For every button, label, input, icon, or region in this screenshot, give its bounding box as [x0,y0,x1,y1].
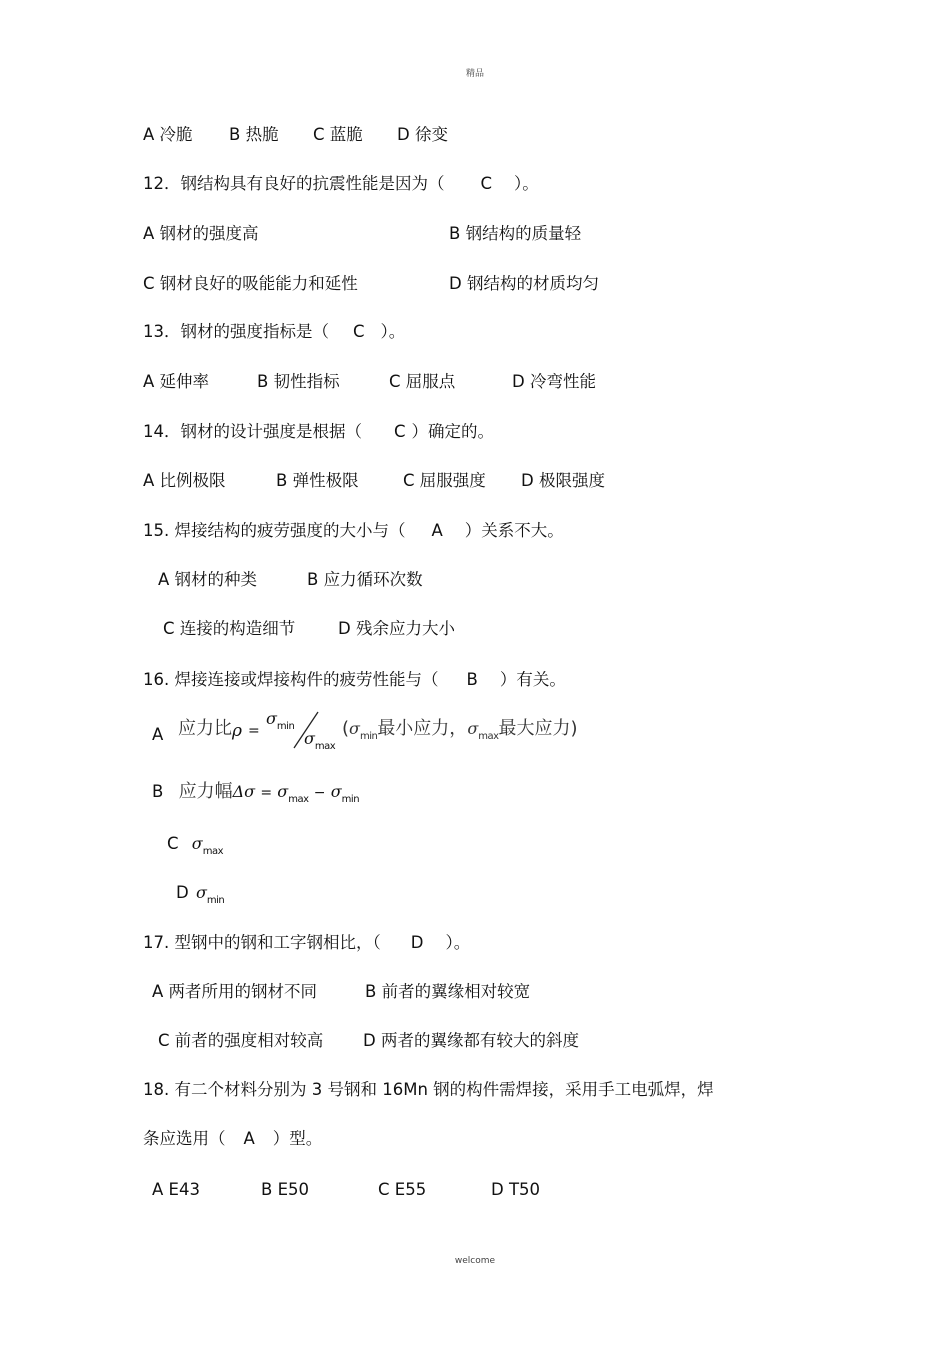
q18-option-c: C E55 [378,1180,427,1199]
q14-option-a: A 比例极限 [143,471,226,490]
q14-stem: 14．钢材的设计强度是根据（ C ）确定的。 [143,422,495,441]
q12-answer: C [480,174,493,193]
q18-stem-line1: 18. 有二个材料分别为 3 号钢和 16Mn 钢的构件需焊接，采用手工电弧焊，焊 [143,1080,714,1099]
q13-option-b: B 韧性指标 [257,372,340,391]
denominator: $\sigma_{max}$ [304,729,336,752]
equals-sign: = [248,723,260,739]
q17-option-c: C 前者的强度相对较高 [158,1031,324,1050]
stress-ratio-label: 应力比 [178,718,232,739]
q15-option-b: B 应力循环次数 [307,570,423,589]
q12-option-c: C 钢材良好的吸能能力和延性 [143,274,358,293]
definition-paren: ($\sigma_{min}$最小应力，$\sigma_{max}$最大应力) [342,718,578,742]
q12-option-d: D 钢结构的材质均匀 [449,274,599,293]
q16-option-d: D $\sigma_{min}$ [176,883,225,906]
q14-option-b: B 弹性极限 [276,471,359,490]
q11-option-d: D 徐变 [397,125,448,144]
q15-stem: 15. 焊接结构的疲劳强度的大小与（ A ）关系不大。 [143,521,564,540]
q14-option-c: C 屈服强度 [403,471,486,490]
q17-stem: 17. 型钢中的钢和工字钢相比，（ D ）。 [143,933,471,952]
q12-option-a: A 钢材的强度高 [143,224,259,243]
q17-option-b: B 前者的翼缘相对较宽 [365,982,531,1001]
q15-option-c: C 连接的构造细节 [163,619,296,638]
q11-option-c: C 蓝脆 [313,125,363,144]
page-footer: welcome [454,1256,496,1266]
q17-option-d: D 两者的翼缘都有较大的斜度 [363,1031,579,1050]
q13-option-a: A 延伸率 [143,372,210,391]
q16-option-c-letter: C [167,834,179,853]
q13-option-d: D 冷弯性能 [512,372,596,391]
q16-option-a-letter: A [152,725,164,744]
numerator: $\sigma_{min}$ [266,709,295,732]
q15-answer: A [431,521,443,540]
q12-stem: 12．钢结构具有良好的抗震性能是因为（ C ）。 [143,174,539,193]
rho-symbol: ρ [232,721,242,741]
q18-option-d: D T50 [491,1180,541,1199]
q15-option-d: D 残余应力大小 [338,619,455,638]
q16-option-b-letter: B [152,782,164,801]
q16-stem: 16. 焊接连接或焊接构件的疲劳性能与（ B ）有关。 [143,670,566,689]
q17-answer: D [410,933,424,952]
stress-amplitude-label: 应力幅 [178,781,233,802]
q18-answer: A [243,1129,255,1148]
q13-answer: C [353,322,365,341]
q17-option-a: A 两者所用的钢材不同 [152,982,318,1001]
q14-answer: C [394,422,406,441]
q13-option-c: C 屈服点 [389,372,456,391]
q11-option-a: A 冷脆 [143,125,193,144]
q12-option-b: B 钢结构的质量轻 [449,224,582,243]
delta-symbol: Δ [232,782,245,801]
q18-stem-line2: 条应选用（ A ）型。 [143,1129,323,1148]
q13-stem: 13．钢材的强度指标是（ C ）。 [143,322,406,341]
q16-option-d-letter: D [176,883,189,902]
q14-option-d: D 极限强度 [521,471,605,490]
q18-option-a: A E43 [152,1180,200,1199]
q16-answer: B [466,670,478,689]
q11-option-b: B 热脆 [229,125,279,144]
page-header: 精品 [465,69,484,79]
q16-option-c: C $\sigma_{max}$ [167,834,223,857]
q16-option-b: B 应力幅$\Delta\sigma = \sigma_{max} - \sigma_{min}$ [152,781,360,805]
q15-option-a: A 钢材的种类 [158,570,258,589]
q18-option-b: B E50 [261,1180,309,1199]
